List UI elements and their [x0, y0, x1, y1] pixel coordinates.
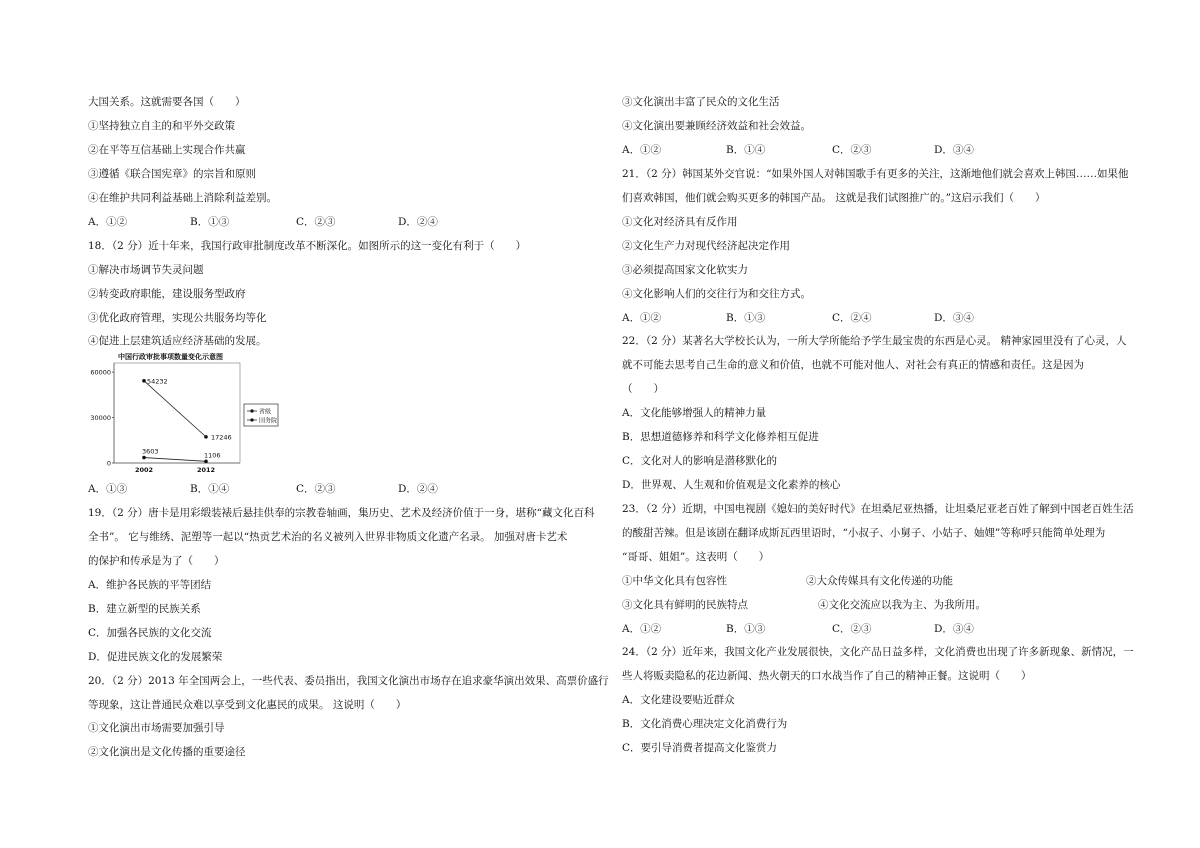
q23-stem-2: 的酸甜苦辣。但是该剧在翻译成斯瓦西里语时，“小叔子、小舅子、小姑子、妯娌”等称呼只能简单处理为 [622, 527, 1106, 539]
series-line [144, 381, 206, 437]
q21-item-2: ②文化生产力对现代经济起决定作用 [622, 240, 790, 252]
series-point [204, 460, 208, 464]
admin-approval-chart [88, 349, 318, 474]
q22-stem-2: 就不可能去思考自己生命的意义和价值，也就不可能对他人、对社会有真正的情感和责任。这是因为 [622, 359, 1084, 371]
q23-item-2: ②大众传媒具有文化传递的功能 [806, 575, 953, 587]
q22-option-c[interactable]: C．文化对人的影响是潜移默化的 [622, 455, 778, 467]
q17-item-3: ③遵循《联合国宪章》的宗旨和原则 [88, 168, 256, 180]
x-tick-label: 2012 [196, 466, 216, 474]
q23-option-d[interactable]: D．③④ [934, 623, 974, 635]
q17-option-a[interactable]: A．①② [88, 216, 128, 228]
q20-item-4: ④文化演出要兼顾经济效益和社会效益。 [622, 120, 811, 132]
q17-option-b[interactable]: B．①③ [190, 216, 230, 228]
q18-item-2: ②转变政府职能，建设服务型政府 [88, 288, 246, 300]
q21-option-c[interactable]: C．②④ [832, 312, 872, 324]
q21-item-1: ①文化对经济具有反作用 [622, 216, 738, 228]
q24-option-b[interactable]: B．文化消费心理决定文化消费行为 [622, 718, 788, 730]
chart-frame [114, 363, 240, 463]
q22-option-d[interactable]: D．世界观、人生观和价值观是文化素养的核心 [622, 479, 841, 491]
data-label: 3603 [142, 447, 159, 456]
q23-item-4: ④文化交流应以我为主、为我所用。 [818, 599, 986, 611]
q21-stem-1: 21．（2 分）韩国某外交官说：“如果外国人对韩国歌手有更多的关注，这渐地他们就会喜欢上韩国……如果他 [622, 168, 1129, 180]
series-point [142, 379, 146, 383]
q21-item-4: ④文化影响人们的交往行为和交往方式。 [622, 288, 811, 300]
chart-title: 中国行政审批事项数量变化示意图 [118, 353, 223, 361]
y-tick-label: 0 [106, 459, 111, 468]
q22-stem-1: 22．（2 分）某著名大学校长认为，一所大学所能给予学生最宝贵的东西是心灵。 精神家园里没有了心灵，人 [622, 335, 1127, 347]
q18-item-3: ③优化政府管理，实现公共服务均等化 [88, 312, 267, 324]
q19-option-c[interactable]: C．加强各民族的文化交流 [88, 627, 212, 639]
series-point [142, 456, 146, 460]
q21-stem-2: 们喜欢韩国，他们就会购买更多的韩国产品。 这就是我们试图推广的。”这启示我们（ ） [622, 192, 1046, 204]
q22-option-a[interactable]: A．文化能够增强人的精神力量 [622, 407, 767, 419]
q20-option-b[interactable]: B．①④ [726, 144, 766, 156]
legend-label-1: 省级 [259, 408, 272, 416]
q17-stem-tail: 大国关系。这就需要各国（ ） [88, 96, 246, 108]
q22-option-b[interactable]: B．思想道德修养和科学文化修养相互促进 [622, 431, 819, 443]
q18-option-b[interactable]: B．①④ [190, 483, 230, 495]
q23-stem-1: 23．（2 分）近期，中国电视剧《媳妇的美好时代》在坦桑尼亚热播，让坦桑尼亚老百姓了解到中国老百姓生活 [622, 503, 1134, 515]
q23-option-b[interactable]: B．①③ [726, 623, 766, 635]
chart-svg [88, 349, 318, 474]
q21-option-b[interactable]: B．①③ [726, 312, 766, 324]
q19-stem-2: 全书”。 它与维绣、泥塑等一起以“热贡艺术治的名义被列入世界非物质文化遗产名录。 加强对唐卡艺术 [88, 531, 568, 543]
q19-option-d[interactable]: D．促进民族文化的发展繁荣 [88, 651, 223, 663]
q24-option-c[interactable]: C．要引导消费者提高文化鉴赏力 [622, 742, 778, 754]
q17-option-c[interactable]: C．②③ [296, 216, 336, 228]
data-label: 1106 [204, 451, 221, 460]
q17-item-1: ①坚持独立自主的和平外交政策 [88, 120, 235, 132]
q20-stem-1: 20．（2 分）2013 年全国两会上，一些代表、委员指出，我国文化演出市场存在追求豪华演出效果、高票价盛行 [88, 675, 609, 687]
series-point [204, 435, 208, 439]
chart-yticks [90, 369, 114, 468]
data-label: 17246 [211, 433, 232, 442]
q24-option-a[interactable]: A．文化建设要贴近群众 [622, 694, 735, 706]
y-tick-label: 60000 [90, 368, 111, 377]
q19-stem-1: 19．（2 分）唐卡是用彩缎装裱后悬挂供奉的宗教卷轴画，集历史、艺术及经济价值于一身，堪称“藏文化百科 [88, 507, 595, 519]
q17-item-4: ④在维护共同利益基础上消除利益差别。 [88, 192, 277, 204]
q18-item-1: ①解决市场调节失灵问题 [88, 264, 204, 276]
q21-option-a[interactable]: A．①② [622, 312, 662, 324]
q20-item-3: ③文化演出丰富了民众的文化生活 [622, 96, 780, 108]
q22-stem-3: （ ） [622, 383, 664, 395]
data-label: 54232 [147, 377, 168, 386]
q20-option-d[interactable]: D．③④ [934, 144, 974, 156]
series-line [144, 458, 206, 462]
q19-stem-3: 的保护和传承是为了（ ） [88, 555, 225, 567]
q20-option-a[interactable]: A．①② [622, 144, 662, 156]
legend-marker-1 [250, 409, 253, 412]
q20-stem-2: 等现象，这让普通民众难以享受到文化惠民的成果。 这说明（ ） [88, 699, 407, 711]
q23-stem-3: “哥哥、姐姐”。这表明（ ） [622, 551, 770, 563]
q23-item-1: ①中华文化具有包容性 [622, 575, 727, 587]
legend-marker-2 [250, 418, 253, 421]
q23-option-a[interactable]: A．①② [622, 623, 662, 635]
q21-item-3: ③必须提高国家文化软实力 [622, 264, 748, 276]
legend-label-2: 国务院 [259, 417, 278, 425]
q18-option-d[interactable]: D．②④ [398, 483, 438, 495]
q23-option-c[interactable]: C．②③ [832, 623, 872, 635]
q18-option-c[interactable]: C．②③ [296, 483, 336, 495]
q18-option-a[interactable]: A．①③ [88, 483, 128, 495]
q17-item-2: ②在平等互信基础上实现合作共赢 [88, 144, 246, 156]
chart-legend [244, 404, 278, 426]
q19-option-b[interactable]: B．建立新型的民族关系 [88, 603, 201, 615]
y-tick-label: 30000 [90, 414, 111, 423]
q20-item-1: ①文化演出市场需要加强引导 [88, 722, 225, 734]
q17-option-d[interactable]: D．②④ [398, 216, 438, 228]
q24-stem-1: 24．（2 分）近年来，我国文化产业发展很快，文化产品日益多样，文化消费也出现了许多新现象、新情况，一 [622, 646, 1134, 658]
q18-item-4: ④促进上层建筑适应经济基础的发展。 [88, 335, 267, 347]
q20-item-2: ②文化演出是文化传播的重要途径 [88, 746, 246, 758]
q19-option-a[interactable]: A．维护各民族的平等团结 [88, 579, 212, 591]
q21-option-d[interactable]: D．③④ [934, 312, 974, 324]
x-tick-label: 2002 [134, 466, 154, 474]
q18-stem: 18．（2 分）近十年来，我国行政审批制度改革不断深化。如图所示的这一变化有利于（ ） [88, 240, 527, 252]
q24-stem-2: 些人将贩卖隐私的花边新闻、热火朝天的口水战当作了自己的精神正餐。这说明（ ） [622, 670, 1032, 682]
chart-xticks [135, 466, 215, 474]
q20-option-c[interactable]: C．②③ [832, 144, 872, 156]
q23-item-3: ③文化具有鲜明的民族特点 [622, 599, 748, 611]
chart-series [142, 377, 232, 463]
